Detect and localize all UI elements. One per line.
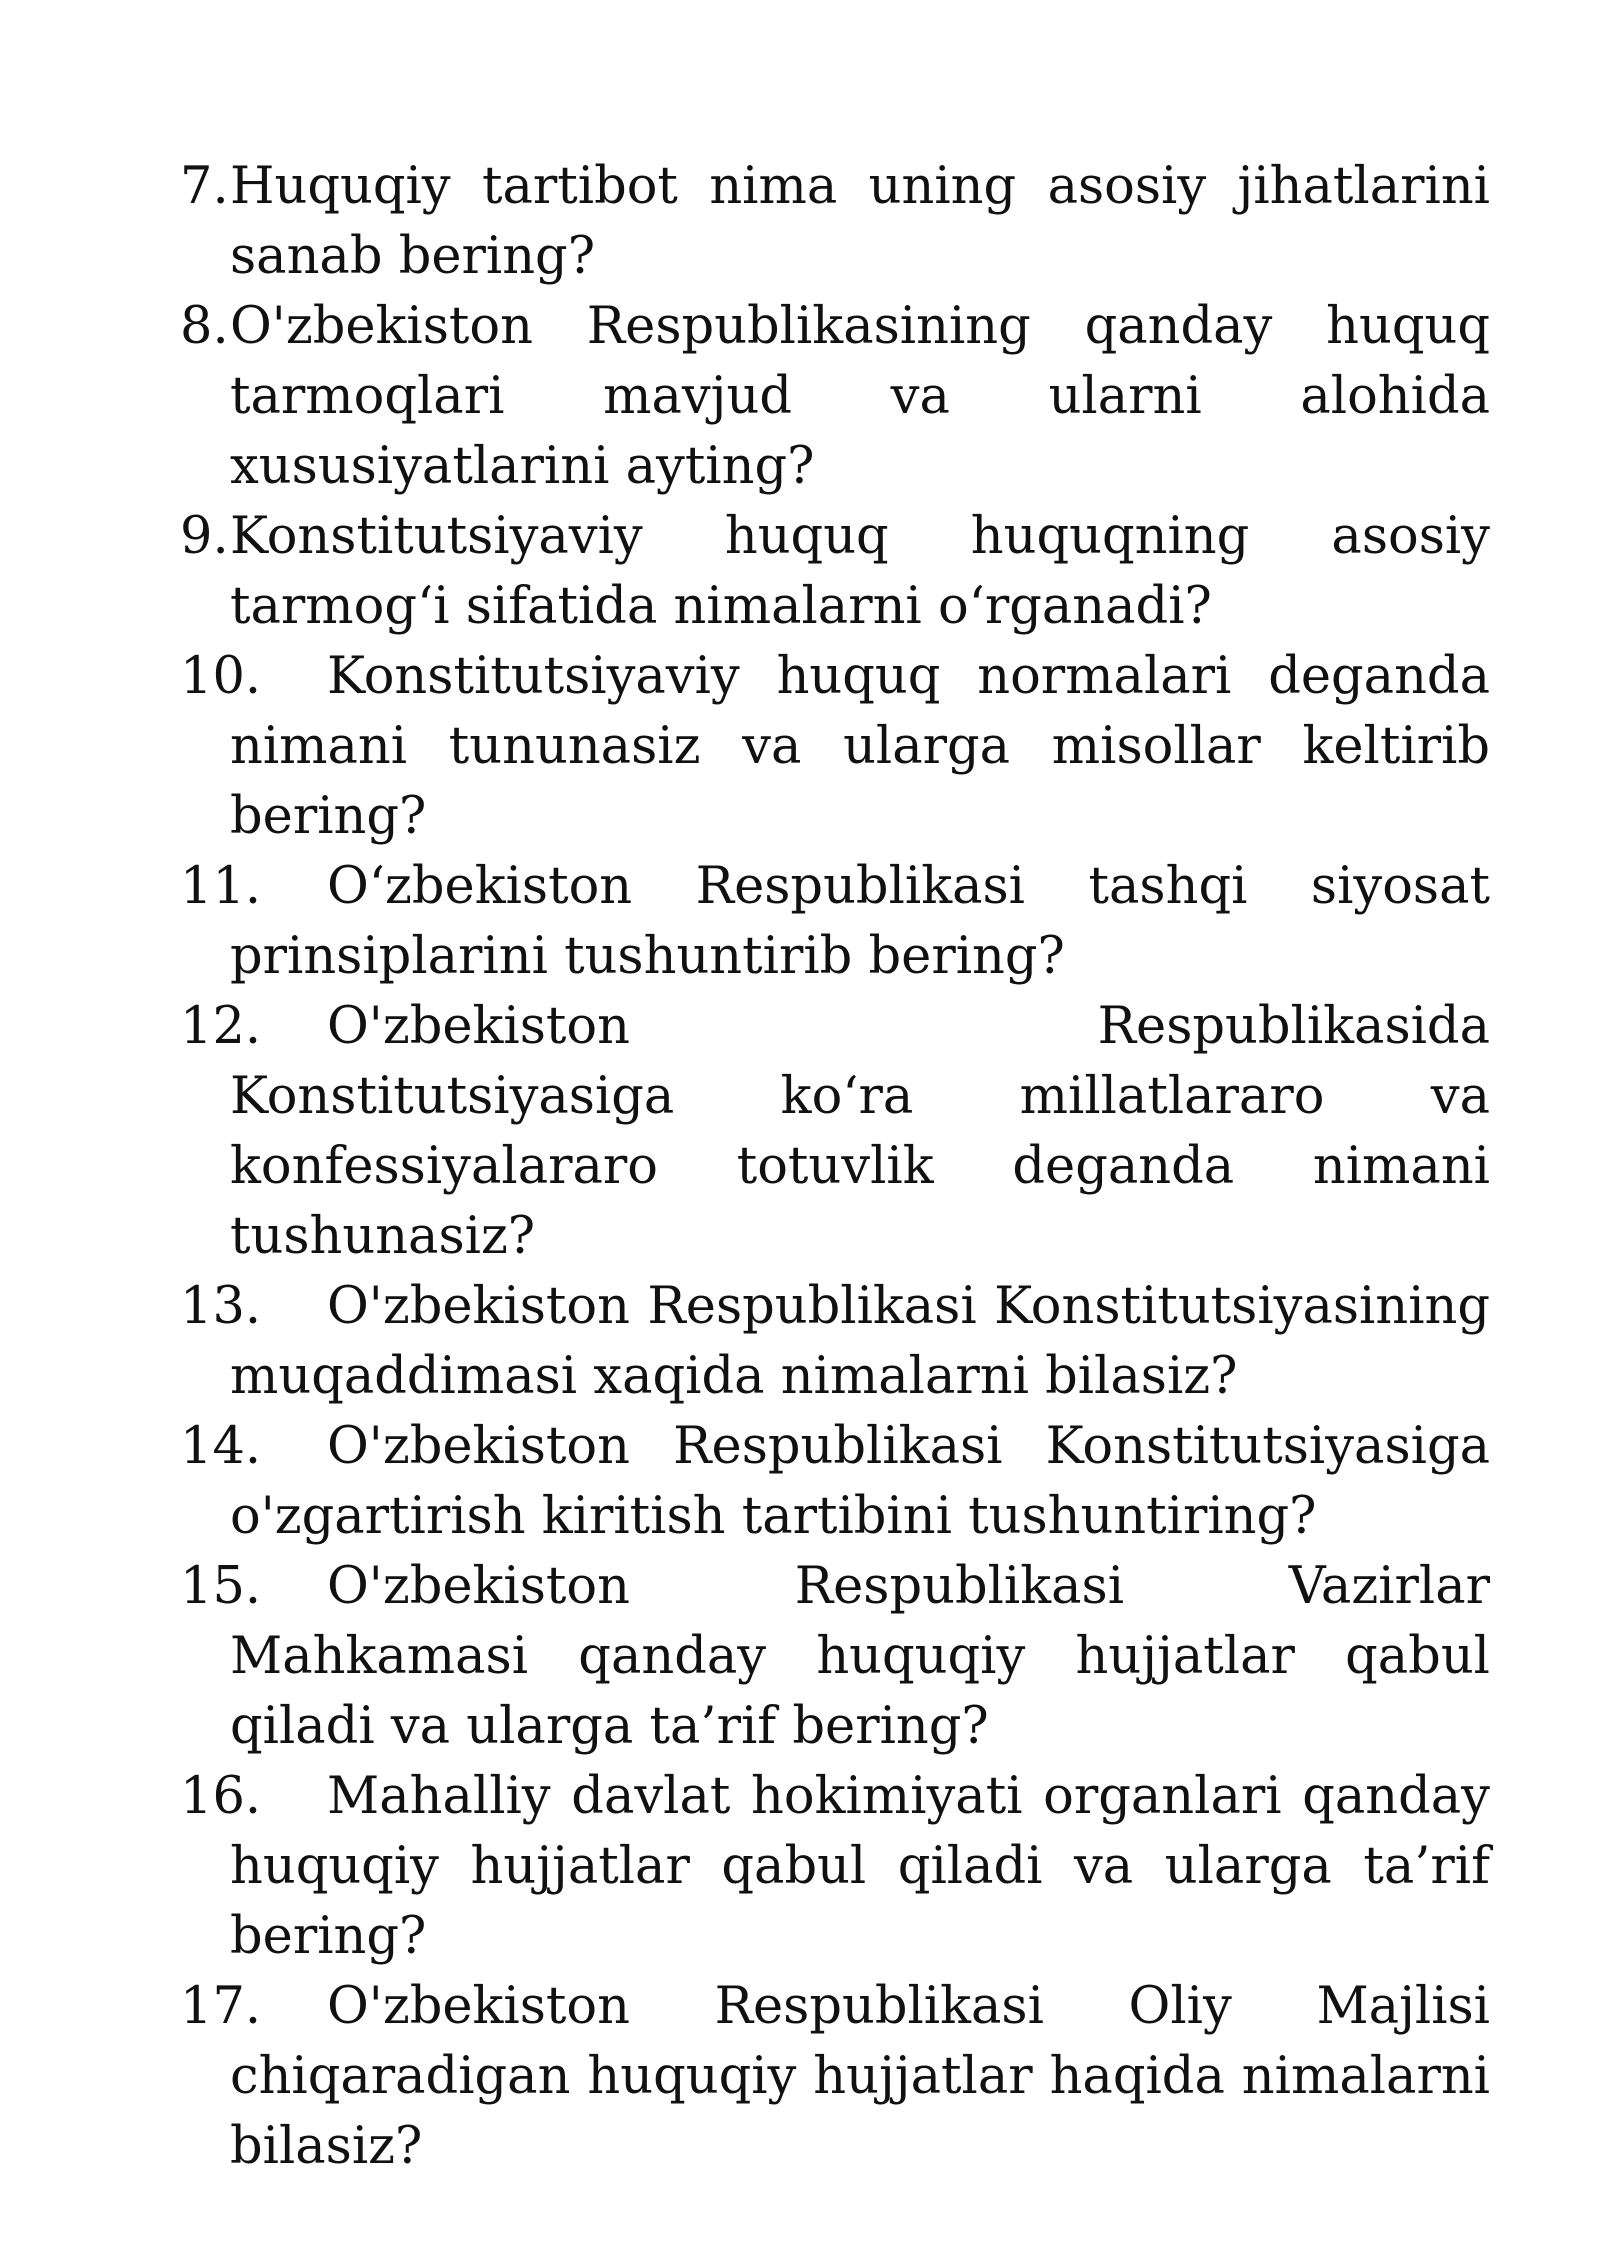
list-item — [180, 1412, 1490, 1552]
item-text: O'zbekiston Respublikasi Konstitutsiyasiga o'zgartirish kiritish tartibini tushuntiring? — [230, 1417, 1490, 1546]
list-item — [180, 1972, 1490, 2182]
list-item — [180, 502, 1490, 642]
item-text: O'zbekiston Respublikasi Konstitutsiyasining muqaddimasi xaqida nimalarni bilasiz? — [230, 1277, 1490, 1406]
item-number: 9. — [180, 507, 229, 566]
item-text: O'zbekiston Respublikasi Oliy Majlisi chiqaradigan huquqiy hujjatlar haqida nimalarni bilasiz? — [230, 1977, 1490, 2176]
item-number: 12. — [180, 997, 262, 1056]
item-text: O'zbekiston Respublikasi Vazirlar Mahkamasi qanday huquqiy hujjatlar qabul qiladi va ularga ta’rif bering? — [230, 1557, 1490, 1756]
list-item — [180, 992, 1490, 1272]
item-text: Konstitutsiyaviy huquq huquqning asosiy tarmog‘i sifatida nimalarni o‘rganadi? — [230, 507, 1490, 636]
item-number: 15. — [180, 1557, 262, 1616]
question-list — [180, 152, 1490, 2182]
item-number: 8. — [180, 297, 229, 356]
item-text: O‘zbekiston Respublikasi tashqi siyosat prinsiplarini tushuntirib bering? — [230, 857, 1490, 986]
list-item — [180, 1552, 1490, 1762]
list-item — [180, 152, 1490, 292]
list-item — [180, 852, 1490, 992]
item-text: Konstitutsiyaviy huquq normalari deganda nimani tununasiz va ularga misollar keltirib bering? — [230, 647, 1490, 846]
list-item — [180, 1762, 1490, 1972]
item-number: 10. — [180, 647, 262, 706]
list-item — [180, 292, 1490, 502]
item-text: O'zbekiston Respublikasining qanday huquq tarmoqlari mavjud va ularni alohida xususiyatlarini ayting? — [230, 297, 1490, 496]
item-number: 11. — [180, 857, 262, 916]
item-number: 16. — [180, 1767, 262, 1826]
item-text: Huquqiy tartibot nima uning asosiy jihatlarini sanab bering? — [230, 157, 1490, 286]
item-number: 17. — [180, 1977, 262, 2036]
item-number: 14. — [180, 1417, 262, 1476]
item-text: Mahalliy davlat hokimiyati organlari qanday huquqiy hujjatlar qabul qiladi va ularga ta’rif bering? — [230, 1767, 1490, 1966]
item-text: O'zbekiston Respublikasida Konstitutsiyasiga ko‘ra millatlararo va konfessiyalararo totuvlik deganda nimani tushunasiz? — [230, 997, 1490, 1266]
list-item — [180, 1272, 1490, 1412]
list-item — [180, 642, 1490, 852]
item-number: 13. — [180, 1277, 262, 1336]
item-number: 7. — [180, 157, 229, 216]
